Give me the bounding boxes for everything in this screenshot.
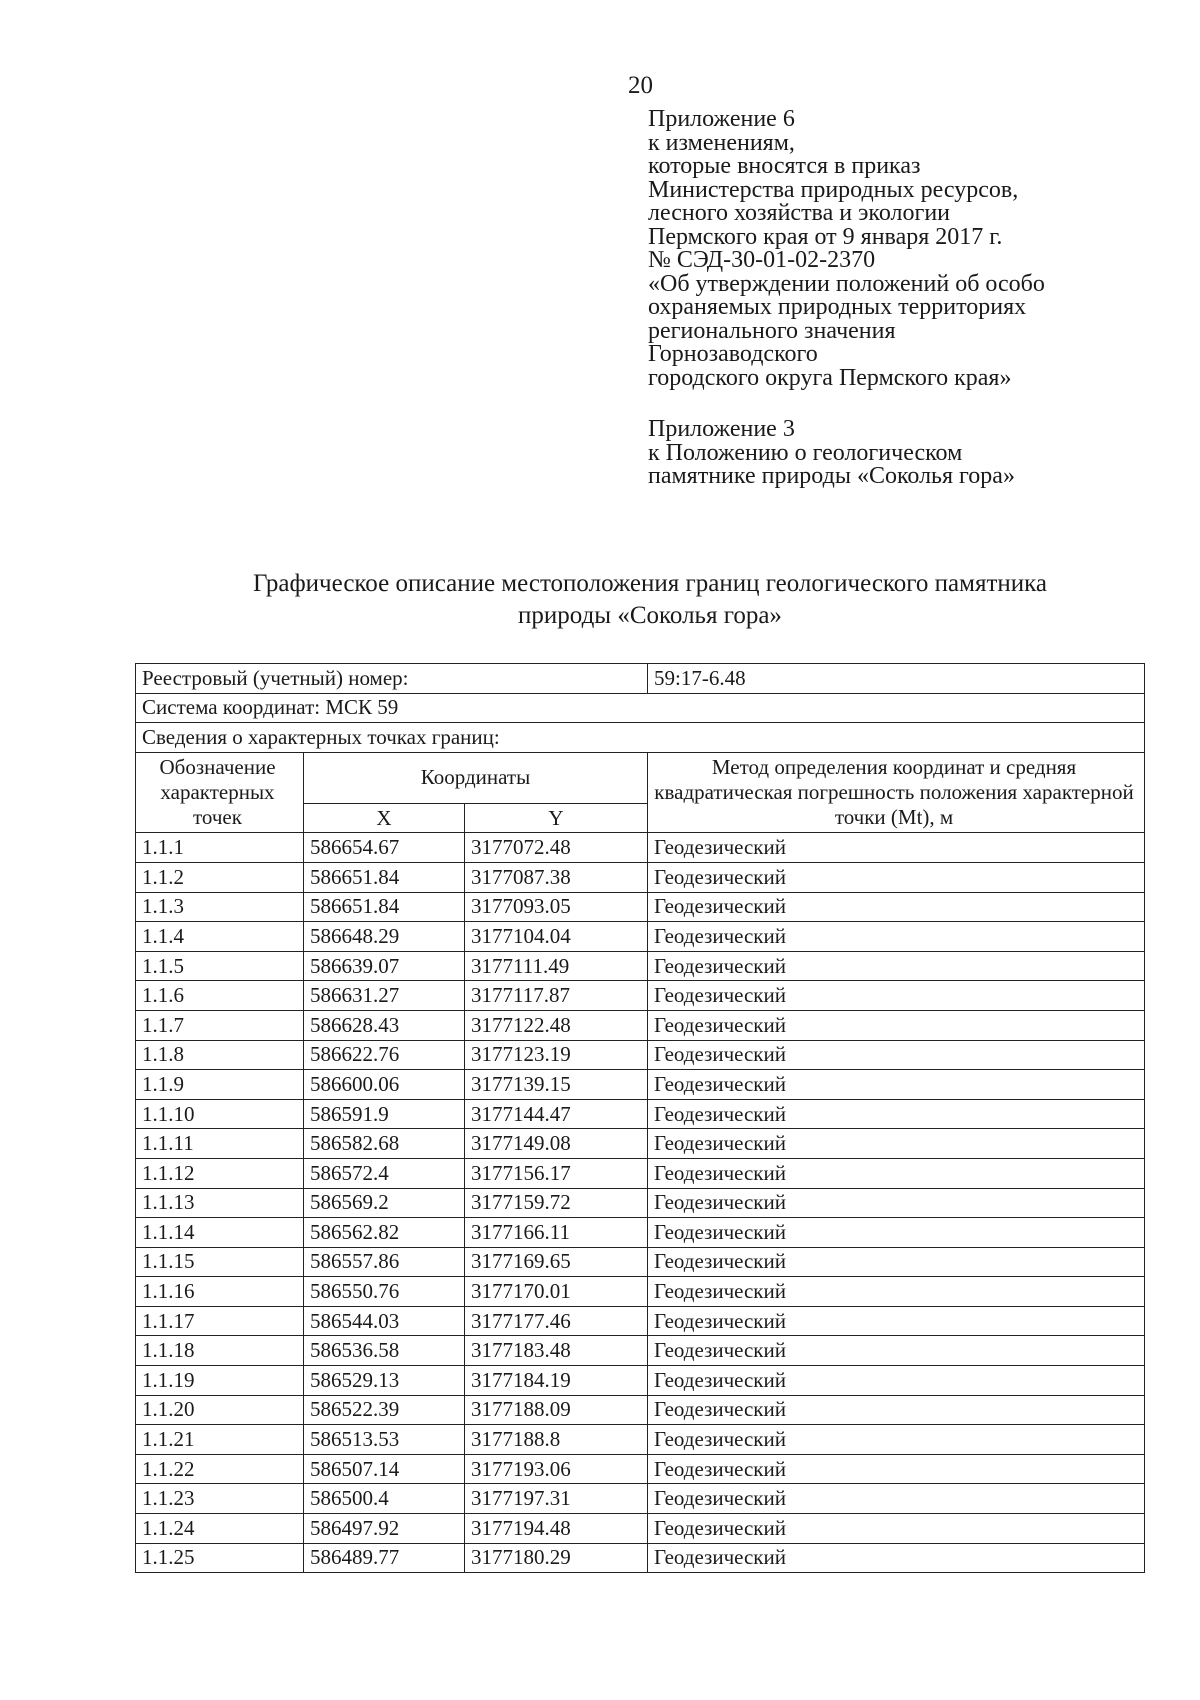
coord-x-cell: 586569.2 bbox=[304, 1188, 465, 1218]
appendix-line: № СЭД-30-01-02-2370 bbox=[648, 247, 876, 273]
appendix-line: Приложение 6 bbox=[648, 106, 795, 132]
method-cell: Геодезический bbox=[648, 1129, 1145, 1159]
boundary-points-table bbox=[135, 663, 1145, 1573]
table-row bbox=[136, 1454, 1145, 1484]
coord-y-cell: 3177117.87 bbox=[465, 981, 648, 1011]
point-id-cell: 1.1.24 bbox=[136, 1514, 304, 1544]
coord-y-cell: 3177093.05 bbox=[465, 892, 648, 922]
point-id-cell: 1.1.25 bbox=[136, 1543, 304, 1573]
coord-x-cell: 586639.07 bbox=[304, 951, 465, 981]
coord-x-cell: 586631.27 bbox=[304, 981, 465, 1011]
coord-x-cell: 586500.4 bbox=[304, 1484, 465, 1514]
document-title-line-2: природы «Соколья гора» bbox=[518, 602, 782, 629]
table-row bbox=[136, 1070, 1145, 1100]
appendix-line: городского округа Пермского края» bbox=[648, 364, 1012, 391]
appendix-line: охраняемых природных территориях bbox=[648, 294, 1027, 320]
method-cell: Геодезический bbox=[648, 1425, 1145, 1455]
method-cell: Геодезический bbox=[648, 1366, 1145, 1396]
point-id-cell: 1.1.4 bbox=[136, 922, 304, 952]
appendix-line: к изменениям, bbox=[648, 129, 795, 156]
table-row bbox=[136, 1158, 1145, 1188]
point-id-cell: 1.1.7 bbox=[136, 1010, 304, 1040]
coord-system-row bbox=[136, 693, 1145, 723]
coord-y-cell: 3177197.31 bbox=[465, 1484, 648, 1514]
point-id-cell: 1.1.3 bbox=[136, 892, 304, 922]
point-id-cell: 1.1.21 bbox=[136, 1425, 304, 1455]
header-coordinates: Координаты bbox=[304, 752, 648, 803]
table-row bbox=[136, 951, 1145, 981]
document-title-line-1: Графическое описание местоположения границ геологического памятника bbox=[252, 570, 1048, 597]
page-number: 20 bbox=[628, 72, 653, 99]
coord-y-cell: 3177188.8 bbox=[465, 1425, 648, 1455]
coord-y-cell: 3177180.29 bbox=[465, 1543, 648, 1573]
coord-x-cell: 586651.84 bbox=[304, 862, 465, 892]
method-cell: Геодезический bbox=[648, 1543, 1145, 1573]
method-cell: Геодезический bbox=[648, 1336, 1145, 1366]
point-id-cell: 1.1.18 bbox=[136, 1336, 304, 1366]
coord-x-cell: 586529.13 bbox=[304, 1366, 465, 1396]
appendix-subheader bbox=[648, 418, 1015, 489]
coord-y-cell: 3177139.15 bbox=[465, 1070, 648, 1100]
table-row bbox=[136, 892, 1145, 922]
method-cell: Геодезический bbox=[648, 1040, 1145, 1070]
table-row bbox=[136, 1218, 1145, 1248]
coord-y-cell: 3177104.04 bbox=[465, 922, 648, 952]
table-row bbox=[136, 1484, 1145, 1514]
method-cell: Геодезический bbox=[648, 951, 1145, 981]
coord-x-cell: 586536.58 bbox=[304, 1336, 465, 1366]
table-row bbox=[136, 922, 1145, 952]
point-id-cell: 1.1.15 bbox=[136, 1247, 304, 1277]
method-cell: Геодезический bbox=[648, 1099, 1145, 1129]
point-id-cell: 1.1.8 bbox=[136, 1040, 304, 1070]
method-cell: Геодезический bbox=[648, 1188, 1145, 1218]
point-id-cell: 1.1.22 bbox=[136, 1454, 304, 1484]
coord-x-cell: 586572.4 bbox=[304, 1158, 465, 1188]
table-row bbox=[136, 862, 1145, 892]
method-cell: Геодезический bbox=[648, 1306, 1145, 1336]
coord-x-cell: 586522.39 bbox=[304, 1395, 465, 1425]
appendix-sub-line: Приложение 3 bbox=[648, 416, 795, 442]
point-id-cell: 1.1.14 bbox=[136, 1218, 304, 1248]
coord-y-cell: 3177149.08 bbox=[465, 1129, 648, 1159]
method-cell: Геодезический bbox=[648, 1395, 1145, 1425]
coord-y-cell: 3177122.48 bbox=[465, 1010, 648, 1040]
registry-label: Реестровый (учетный) номер: bbox=[136, 664, 648, 694]
point-id-cell: 1.1.16 bbox=[136, 1277, 304, 1307]
point-id-cell: 1.1.19 bbox=[136, 1366, 304, 1396]
point-id-cell: 1.1.5 bbox=[136, 951, 304, 981]
appendix-line: Пермского края от 9 января 2017 г. bbox=[648, 223, 1003, 250]
header-y: Y bbox=[465, 803, 648, 833]
point-id-cell: 1.1.9 bbox=[136, 1070, 304, 1100]
method-cell: Геодезический bbox=[648, 833, 1145, 863]
coord-x-cell: 586622.76 bbox=[304, 1040, 465, 1070]
method-cell: Геодезический bbox=[648, 1247, 1145, 1277]
header-designation: Обозначение характерных точек bbox=[136, 752, 304, 833]
point-id-cell: 1.1.6 bbox=[136, 981, 304, 1011]
coord-x-cell: 586513.53 bbox=[304, 1425, 465, 1455]
coord-y-cell: 3177156.17 bbox=[465, 1158, 648, 1188]
coord-y-cell: 3177194.48 bbox=[465, 1514, 648, 1544]
method-cell: Геодезический bbox=[648, 922, 1145, 952]
coord-x-cell: 586648.29 bbox=[304, 922, 465, 952]
coord-y-cell: 3177159.72 bbox=[465, 1188, 648, 1218]
table-row bbox=[136, 1336, 1145, 1366]
coord-x-cell: 586497.92 bbox=[304, 1514, 465, 1544]
coord-x-cell: 586562.82 bbox=[304, 1218, 465, 1248]
coord-system: Система координат: МСК 59 bbox=[136, 693, 1145, 723]
table-row bbox=[136, 1306, 1145, 1336]
header-method: Метод определения координат и средняя квадратическая погрешность положения характерной точки (Mt), м bbox=[648, 752, 1145, 833]
point-id-cell: 1.1.1 bbox=[136, 833, 304, 863]
coord-y-cell: 3177169.65 bbox=[465, 1247, 648, 1277]
point-id-cell: 1.1.11 bbox=[136, 1129, 304, 1159]
table-row bbox=[136, 1514, 1145, 1544]
appendix-line: Министерства природных ресурсов, bbox=[648, 176, 1019, 203]
method-cell: Геодезический bbox=[648, 1454, 1145, 1484]
appendix-line: регионального значения bbox=[648, 317, 896, 344]
coord-y-cell: 3177193.06 bbox=[465, 1454, 648, 1484]
coord-x-cell: 586600.06 bbox=[304, 1070, 465, 1100]
table-row bbox=[136, 1099, 1145, 1129]
coord-x-cell: 586628.43 bbox=[304, 1010, 465, 1040]
coord-y-cell: 3177072.48 bbox=[465, 833, 648, 863]
table-row bbox=[136, 1129, 1145, 1159]
coord-x-cell: 586654.67 bbox=[304, 833, 465, 863]
points-info-row bbox=[136, 723, 1145, 753]
table-row bbox=[136, 981, 1145, 1011]
coord-y-cell: 3177111.49 bbox=[465, 951, 648, 981]
table-row bbox=[136, 1543, 1145, 1573]
coord-x-cell: 586550.76 bbox=[304, 1277, 465, 1307]
header-x: X bbox=[304, 803, 465, 833]
method-cell: Геодезический bbox=[648, 1070, 1145, 1100]
point-id-cell: 1.1.17 bbox=[136, 1306, 304, 1336]
header-row-1 bbox=[136, 752, 1145, 803]
registry-row bbox=[136, 664, 1145, 694]
method-cell: Геодезический bbox=[648, 1158, 1145, 1188]
coord-x-cell: 586507.14 bbox=[304, 1454, 465, 1484]
coord-x-cell: 586591.9 bbox=[304, 1099, 465, 1129]
point-id-cell: 1.1.20 bbox=[136, 1395, 304, 1425]
coord-y-cell: 3177087.38 bbox=[465, 862, 648, 892]
point-id-cell: 1.1.10 bbox=[136, 1099, 304, 1129]
registry-value: 59:17-6.48 bbox=[648, 664, 1145, 694]
appendix-header bbox=[648, 108, 1045, 390]
method-cell: Геодезический bbox=[648, 1218, 1145, 1248]
appendix-line: лесного хозяйства и экологии bbox=[648, 200, 951, 226]
appendix-sub-line: к Положению о геологическом bbox=[648, 439, 963, 466]
table-row bbox=[136, 1395, 1145, 1425]
method-cell: Геодезический bbox=[648, 1484, 1145, 1514]
table-row bbox=[136, 1277, 1145, 1307]
table-row bbox=[136, 1188, 1145, 1218]
method-cell: Геодезический bbox=[648, 981, 1145, 1011]
point-id-cell: 1.1.12 bbox=[136, 1158, 304, 1188]
point-id-cell: 1.1.23 bbox=[136, 1484, 304, 1514]
method-cell: Геодезический bbox=[648, 1277, 1145, 1307]
appendix-line: Горнозаводского bbox=[648, 341, 818, 367]
coord-x-cell: 586557.86 bbox=[304, 1247, 465, 1277]
method-cell: Геодезический bbox=[648, 862, 1145, 892]
coord-x-cell: 586544.03 bbox=[304, 1306, 465, 1336]
coord-y-cell: 3177177.46 bbox=[465, 1306, 648, 1336]
coord-y-cell: 3177123.19 bbox=[465, 1040, 648, 1070]
points-info: Сведения о характерных точках границ: bbox=[136, 723, 1145, 753]
appendix-line: «Об утверждении положений об особо bbox=[648, 270, 1045, 297]
appendix-sub-line: памятнике природы «Соколья гора» bbox=[648, 463, 1015, 489]
coord-y-cell: 3177170.01 bbox=[465, 1277, 648, 1307]
method-cell: Геодезический bbox=[648, 892, 1145, 922]
coord-x-cell: 586489.77 bbox=[304, 1543, 465, 1573]
table-row bbox=[136, 833, 1145, 863]
table-row bbox=[136, 1247, 1145, 1277]
table-row bbox=[136, 1366, 1145, 1396]
table-row bbox=[136, 1040, 1145, 1070]
coord-y-cell: 3177188.09 bbox=[465, 1395, 648, 1425]
coord-y-cell: 3177184.19 bbox=[465, 1366, 648, 1396]
appendix-line: которые вносятся в приказ bbox=[648, 153, 921, 179]
point-id-cell: 1.1.2 bbox=[136, 862, 304, 892]
method-cell: Геодезический bbox=[648, 1514, 1145, 1544]
method-cell: Геодезический bbox=[648, 1010, 1145, 1040]
table-row bbox=[136, 1425, 1145, 1455]
coord-y-cell: 3177166.11 bbox=[465, 1218, 648, 1248]
table-row bbox=[136, 1010, 1145, 1040]
coord-y-cell: 3177183.48 bbox=[465, 1336, 648, 1366]
coord-x-cell: 586582.68 bbox=[304, 1129, 465, 1159]
coord-x-cell: 586651.84 bbox=[304, 892, 465, 922]
point-id-cell: 1.1.13 bbox=[136, 1188, 304, 1218]
document-title bbox=[130, 568, 1170, 632]
coord-y-cell: 3177144.47 bbox=[465, 1099, 648, 1129]
